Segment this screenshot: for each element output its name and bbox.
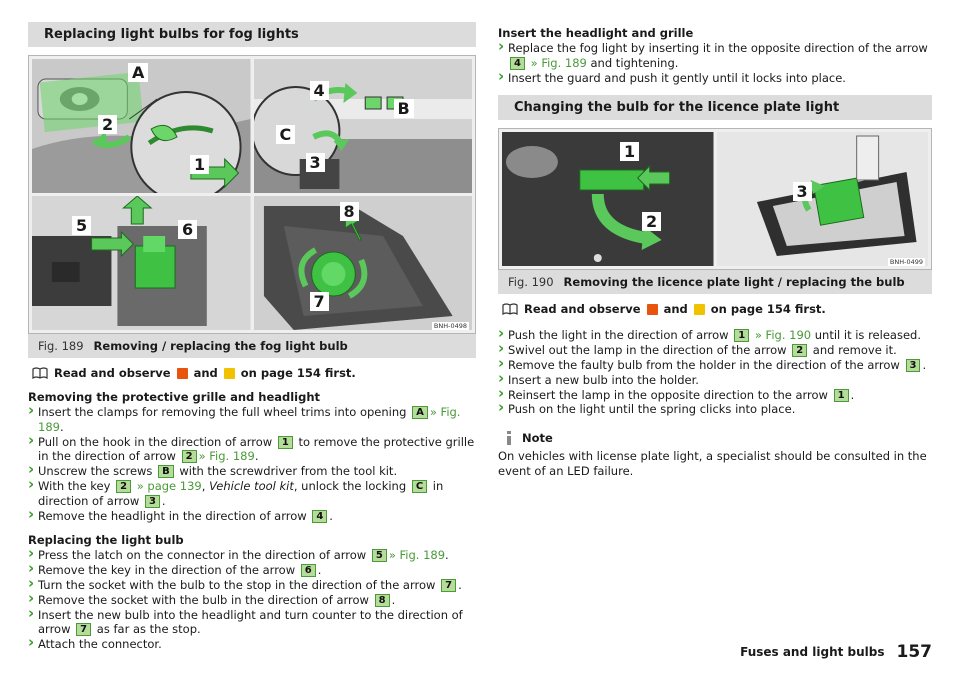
key-label: 1 [734, 329, 749, 342]
instruction-step [28, 464, 476, 479]
step-text: as far as the stop. [93, 622, 201, 637]
warning-red-icon [647, 304, 658, 315]
step-text: . [922, 357, 927, 372]
step-text: Push on the light until the spring clicks into place. [508, 402, 796, 417]
read-prefix: Read and observe [524, 302, 641, 317]
label-8: 8 [340, 202, 359, 221]
label-B: B [394, 99, 414, 118]
read-and: and [193, 366, 218, 380]
step-text: Remove the socket with the bulb in the direction of arrow [38, 592, 373, 607]
figure-189 [28, 55, 476, 334]
right-column [498, 22, 932, 479]
key-label: 1 [278, 436, 293, 449]
label-3-right: 3 [793, 182, 812, 201]
label-3: 3 [306, 153, 325, 172]
step-text: . [391, 592, 396, 607]
label-5: 5 [72, 216, 91, 235]
page-number: 157 [896, 642, 932, 662]
info-icon [504, 431, 514, 445]
step-text: Press the latch on the connector in the direction of arrow [38, 548, 370, 563]
instruction-step [498, 41, 932, 71]
step-text: Insert the new bulb into the headlight and turn counter to the direction of arrow [38, 607, 463, 637]
key-label: C [412, 480, 427, 493]
label-4: 4 [310, 81, 329, 100]
step-text: With the key [38, 478, 115, 493]
step-text: Insert the clamps for removing the full wheel trims into opening [38, 405, 411, 419]
key-label: 2 [116, 480, 131, 493]
figure-code: BNH-0498 [433, 322, 467, 330]
key-label: 8 [375, 594, 390, 607]
steps-list [28, 548, 476, 652]
warning-red-icon [177, 368, 188, 379]
step-text: until it is released. [811, 328, 921, 343]
book-icon [502, 303, 518, 315]
label-C: C [276, 125, 296, 144]
licence-steps-list [498, 328, 932, 417]
label-1-right: 1 [620, 142, 639, 161]
step-text: Remove the key in the direction of the arrow [38, 563, 299, 578]
read-prefix: Read and observe [54, 366, 171, 380]
step-text: to remove the protective grille in the direction of arrow [38, 434, 475, 464]
step-text: Insert the guard and push it gently until it locks into place. [508, 70, 846, 85]
step-text: . [59, 419, 64, 434]
step-text: . [317, 563, 322, 578]
instruction-step [498, 388, 932, 403]
key-label: 4 [312, 510, 327, 523]
instruction-step [498, 402, 932, 417]
left-column [28, 22, 476, 652]
step-text: Remove the headlight in the direction of arrow [38, 508, 311, 523]
step-text: Pull on the hook in the direction of arrow [38, 434, 276, 449]
cross-reference: » Fig. 189 [388, 548, 446, 563]
fig189-panel-grille [32, 59, 251, 193]
fig189-panel-headlight-removal [254, 59, 473, 193]
step-text: . [329, 508, 333, 523]
fig189-panel-socket [254, 196, 473, 330]
key-label: 3 [145, 495, 160, 508]
figure-number: Fig. 189 [38, 339, 84, 353]
key-label: 1 [834, 389, 849, 402]
key-label: B [158, 465, 174, 478]
note-text: On vehicles with license plate light, a specialist should be consulted in the event of an LED failure. [498, 449, 927, 479]
label-7: 7 [310, 292, 329, 311]
read-observe-line [32, 366, 476, 380]
key-label: 4 [510, 57, 525, 70]
key-label: 7 [441, 579, 456, 592]
instruction-step [498, 343, 932, 358]
note-heading [504, 431, 932, 445]
book-icon [32, 367, 48, 379]
label-2-left: 2 [98, 115, 117, 134]
instruction-step [28, 509, 476, 524]
figure-189-caption [28, 334, 476, 358]
fig189-panel-connector [32, 196, 251, 330]
instruction-step [28, 479, 476, 509]
figure-190 [498, 128, 932, 270]
footer-chapter: Fuses and light bulbs [740, 645, 885, 659]
step-text: Reinsert the lamp in the opposite direction to the arrow [508, 387, 832, 402]
key-label: 5 [372, 549, 387, 562]
group-heading: Replacing the light bulb [28, 533, 184, 548]
instruction-step [28, 435, 476, 465]
label-1-left: 1 [190, 155, 209, 174]
step-text: Unscrew the screws [38, 464, 157, 479]
step-text: . [458, 577, 462, 592]
step-text: . [254, 449, 259, 464]
step-text: , [201, 478, 210, 493]
instruction-step [28, 593, 476, 608]
key-label: 7 [76, 623, 91, 636]
instruction-step [28, 637, 476, 652]
page-footer [740, 642, 932, 662]
cross-reference: » Fig. 189 [526, 55, 587, 70]
instruction-step [498, 373, 932, 388]
fig190-panel-removal [502, 132, 714, 266]
label-2-right: 2 [642, 212, 661, 231]
read-observe-line [502, 302, 932, 316]
left-instruction-groups [28, 390, 476, 652]
steps-list [28, 405, 476, 523]
key-label: 2 [182, 450, 197, 463]
key-label: 2 [792, 344, 807, 357]
key-label: A [412, 406, 428, 419]
figure-190-caption [498, 270, 932, 294]
key-label: 6 [301, 564, 316, 577]
note-title: Note [522, 431, 553, 446]
group-heading: Insert the headlight and grille [498, 26, 694, 40]
instruction-step [28, 563, 476, 578]
label-6: 6 [178, 220, 197, 239]
step-text: with the screwdriver from the tool kit. [175, 464, 398, 479]
read-and: and [663, 302, 688, 317]
step-text: Turn the socket with the bulb to the stop in the direction of the arrow [38, 577, 440, 592]
cross-reference: » Fig. 189 [38, 405, 461, 434]
step-text: Replace the fog light by inserting it in the opposite direction of the arrow [508, 41, 928, 55]
instruction-step [28, 405, 476, 435]
step-text: Push the light in the direction of arrow [508, 328, 733, 343]
instruction-step [498, 358, 932, 373]
step-text: Insert a new bulb into the holder. [508, 372, 699, 387]
step-text: . [161, 493, 166, 508]
group-heading: Removing the protective grille and headlight [28, 390, 321, 404]
figure-title: Removing / replacing the fog light bulb [93, 339, 348, 353]
key-label: 3 [906, 359, 921, 372]
cross-reference: » page 139 [133, 478, 202, 493]
cross-reference: » Fig. 190 [751, 328, 812, 343]
figure-code: BNH-0499 [889, 258, 923, 267]
italic-term: Vehicle tool kit [209, 478, 294, 493]
step-text: and remove it. [809, 343, 897, 358]
read-suffix: on page 154 first. [710, 302, 826, 317]
caution-yellow-icon [224, 368, 235, 379]
figure-title: Removing the licence plate light / replacing the bulb [563, 275, 905, 290]
step-text: . [850, 387, 855, 402]
right-instruction-groups-top [498, 26, 932, 85]
read-suffix: on page 154 first. [240, 366, 356, 380]
instruction-step [28, 578, 476, 593]
fig190-panel-bulb [717, 132, 929, 266]
cross-reference: » Fig. 189 [198, 449, 255, 464]
label-A: A [128, 63, 148, 82]
step-text: Remove the faulty bulb from the holder in the direction of the arrow [508, 357, 904, 372]
caution-yellow-icon [694, 304, 705, 315]
step-text: in direction of arrow [38, 478, 444, 508]
figure-number: Fig. 190 [508, 275, 554, 290]
section-title-fog: Replacing light bulbs for fog lights [28, 22, 476, 47]
steps-list [498, 41, 932, 85]
step-text: Swivel out the lamp in the direction of the arrow [508, 343, 791, 358]
instruction-step [28, 548, 476, 563]
section-title-licence: Changing the bulb for the licence plate light [498, 95, 932, 120]
instruction-step [28, 608, 476, 638]
instruction-step [498, 71, 932, 86]
step-text: and tightening. [586, 55, 679, 70]
step-text: , unlock the locking [293, 478, 410, 493]
instruction-step [498, 328, 932, 343]
step-text: . [445, 548, 449, 563]
step-text: Attach the connector. [38, 637, 162, 652]
